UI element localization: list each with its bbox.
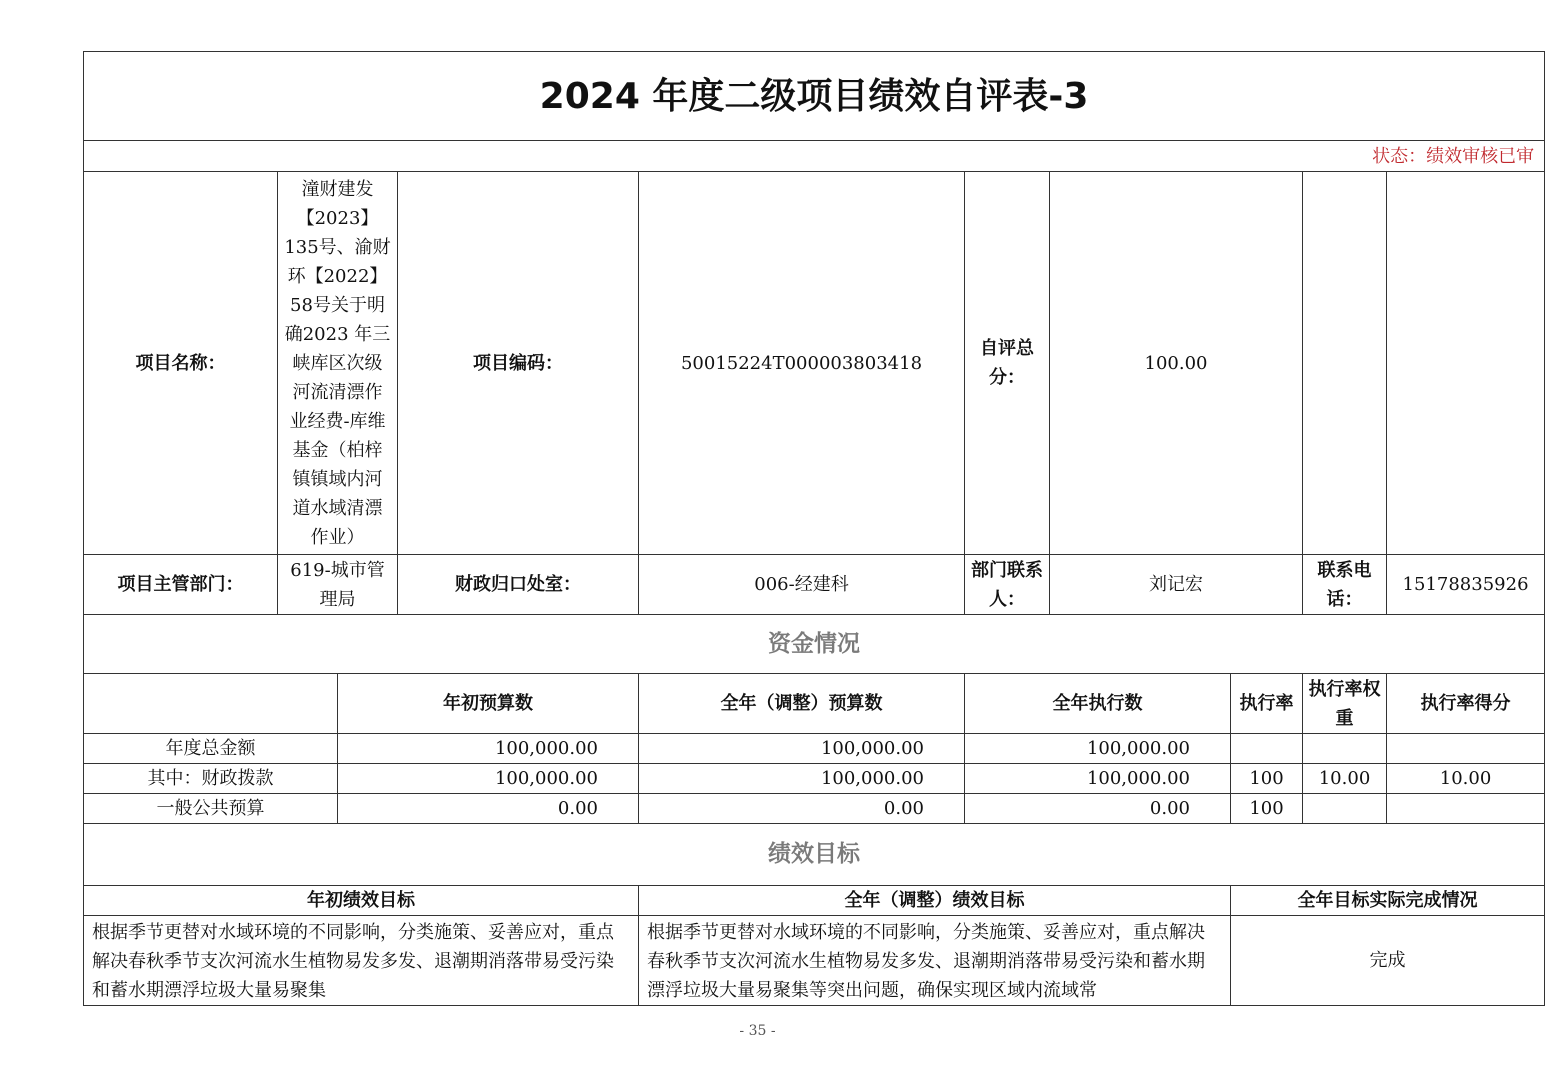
funds-cell: 100,000.00 (338, 764, 639, 794)
funds-cell: 100,000.00 (965, 734, 1231, 764)
goals-header-adjusted: 全年（调整）绩效目标 (639, 886, 1231, 916)
funds-header-adjusted: 全年（调整）预算数 (639, 674, 965, 734)
funds-header-rate: 执行率 (1231, 674, 1303, 734)
goals-header-initial: 年初绩效目标 (84, 886, 639, 916)
table-row (84, 734, 1545, 764)
empty-cell (1387, 172, 1545, 555)
score-value: 100.00 (1050, 172, 1303, 555)
dept-value: 619-城市管理局 (278, 555, 398, 615)
project-name-value: 潼财建发【2023】135号、渝财环【2022】58号关于明确2023 年三峡库区次级河流清漂作业经费-库维基金（柏梓镇镇域内河道水域清漂作业） (278, 172, 398, 555)
project-name-label: 项目名称： (84, 172, 278, 555)
goal-completion-text: 完成 (1231, 916, 1545, 1006)
funds-cell (1231, 734, 1303, 764)
empty-cell (1303, 172, 1387, 555)
funds-cell: 100,000.00 (338, 734, 639, 764)
funds-cell: 100 (1231, 764, 1303, 794)
evaluation-form (83, 51, 1535, 1006)
page-number: - 35 - (739, 1023, 776, 1039)
goals-section-title: 绩效目标 (84, 824, 1545, 886)
funds-cell: 10.00 (1303, 764, 1387, 794)
project-code-label: 项目编码： (398, 172, 639, 555)
funds-cell (1387, 734, 1545, 764)
finance-office-value: 006-经建科 (639, 555, 965, 615)
funds-cell: 100 (1231, 794, 1303, 824)
status-label: 状态：绩效审核已审 (84, 141, 1545, 172)
funds-cell (1387, 794, 1545, 824)
table-row (84, 764, 1545, 794)
funds-cell: 0.00 (639, 794, 965, 824)
funds-cell (1303, 734, 1387, 764)
funds-row-label: 一般公共预算 (84, 794, 338, 824)
funds-cell: 0.00 (338, 794, 639, 824)
funds-cell: 100,000.00 (965, 764, 1231, 794)
funds-cell (1303, 794, 1387, 824)
evaluation-table (83, 51, 1545, 1006)
funds-header-weight: 执行率权重 (1303, 674, 1387, 734)
score-label: 自评总分： (965, 172, 1050, 555)
funds-cell: 0.00 (965, 794, 1231, 824)
contact-value: 刘记宏 (1050, 555, 1303, 615)
funds-header-initial: 年初预算数 (338, 674, 639, 734)
form-title: 2024 年度二级项目绩效自评表-3 (84, 52, 1545, 141)
funds-cell: 100,000.00 (639, 734, 965, 764)
goals-header-completion: 全年目标实际完成情况 (1231, 886, 1545, 916)
goal-adjusted-text: 根据季节更替对水域环境的不同影响，分类施策、妥善应对，重点解决春秋季节支次河流水生植物易发多发、退潮期消落带易受污染和蓄水期漂浮垃圾大量易聚集等突出问题，确保实现区域内流域常 (639, 916, 1231, 1006)
dept-label: 项目主管部门： (84, 555, 278, 615)
funds-cell: 10.00 (1387, 764, 1545, 794)
funds-header-empty (84, 674, 338, 734)
phone-value: 15178835926 (1387, 555, 1545, 615)
table-row (84, 794, 1545, 824)
funds-header-executed: 全年执行数 (965, 674, 1231, 734)
project-code-value: 50015224T000003803418 (639, 172, 965, 555)
contact-label: 部门联系人： (965, 555, 1050, 615)
funds-row-label: 年度总金额 (84, 734, 338, 764)
funds-row-label: 其中：财政拨款 (84, 764, 338, 794)
funds-section-title: 资金情况 (84, 615, 1545, 674)
finance-office-label: 财政归口处室： (398, 555, 639, 615)
funds-cell: 100,000.00 (639, 764, 965, 794)
funds-header-score: 执行率得分 (1387, 674, 1545, 734)
goal-initial-text: 根据季节更替对水域环境的不同影响，分类施策、妥善应对，重点解决春秋季节支次河流水生植物易发多发、退潮期消落带易受污染和蓄水期漂浮垃圾大量易聚集 (84, 916, 639, 1006)
phone-label: 联系电话： (1303, 555, 1387, 615)
